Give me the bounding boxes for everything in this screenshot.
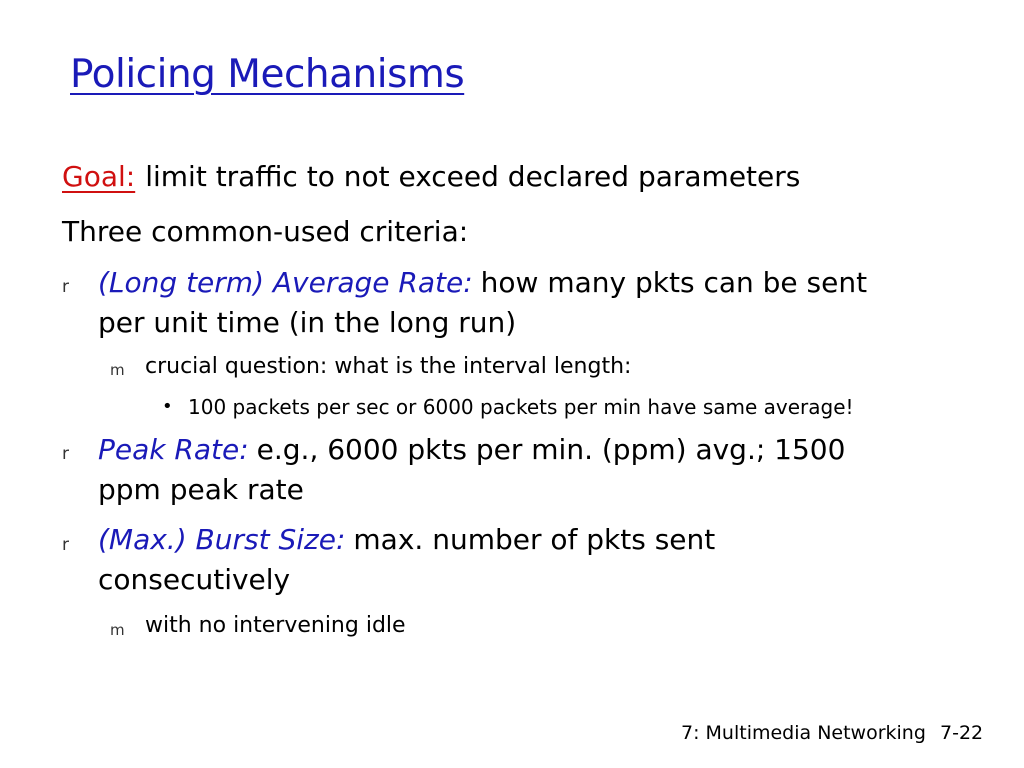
criteria-intro: Three common-used criteria: [62,215,469,248]
sub-bullet-marker: m [110,621,125,639]
criterion-text-continued: consecutively [98,563,291,596]
criterion-text: e.g., 6000 pkts per min. (ppm) avg.; 1500 [256,433,846,466]
footer-chapter: 7: Multimedia Networking [681,722,926,744]
slide-title: Policing Mechanisms [70,52,465,97]
criterion-average-rate [98,263,978,303]
criterion-term: Peak Rate: [98,433,249,466]
criterion-text: max. number of pkts sent [353,523,716,556]
criterion-term: (Long term) Average Rate: [98,266,473,299]
bullet-marker: r [62,535,69,555]
goal-text: limit traffic to not exceed declared parameters [145,160,801,193]
criterion-burst-size [98,520,978,560]
dot-bullet-marker: • [162,396,173,417]
sub-sub-point: 100 packets per sec or 6000 packets per min have same average! [188,395,854,419]
criterion-text-continued: per unit time (in the long run) [98,306,517,339]
bullet-marker: r [62,444,69,464]
criterion-term: (Max.) Burst Size: [98,523,346,556]
sub-point: with no intervening idle [145,613,406,638]
footer-page-number: 7-22 [940,722,984,744]
sub-point: crucial question: what is the interval length: [145,354,632,379]
goal-line [62,160,800,193]
goal-label: Goal: [62,160,136,193]
bullet-marker: r [62,277,69,297]
sub-bullet-marker: m [110,361,125,379]
criterion-text-continued: ppm peak rate [98,473,304,506]
criterion-text: how many pkts can be sent [480,266,868,299]
criterion-peak-rate [98,430,978,470]
